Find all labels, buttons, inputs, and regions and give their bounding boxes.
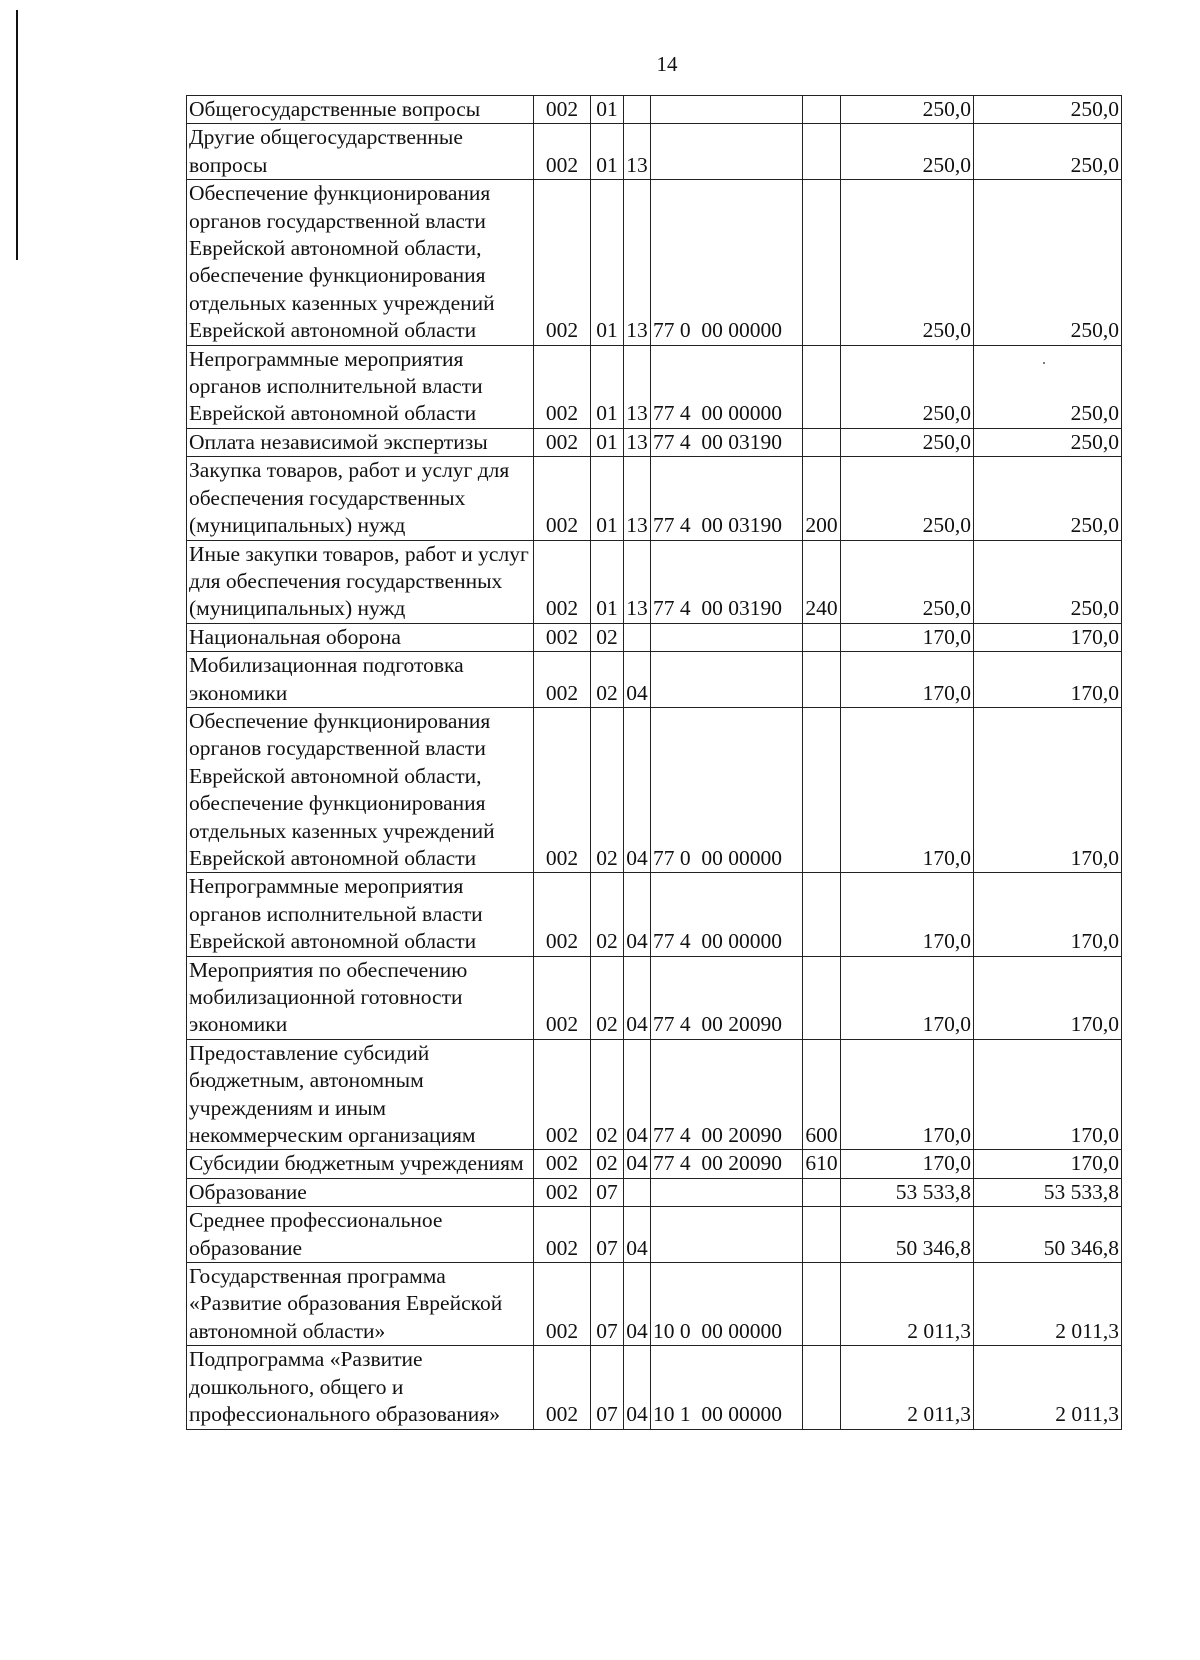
row-section-code: 07: [591, 1207, 624, 1263]
row-sum-year2: 250,0: [974, 457, 1122, 540]
row-expense-type: 200: [803, 457, 841, 540]
row-gov-code: 002: [534, 1178, 591, 1206]
table-row: [187, 1207, 1122, 1263]
row-subsection-code: [624, 1178, 651, 1206]
row-target-article: [651, 652, 803, 708]
row-name: Национальная оборона: [187, 623, 534, 651]
row-gov-code: 002: [534, 956, 591, 1039]
row-name: Мобилизационная подготовка экономики: [187, 652, 534, 708]
row-target-article: [651, 96, 803, 124]
row-target-article: 77 4 00 03190: [651, 457, 803, 540]
row-sum-year1: 250,0: [841, 428, 974, 456]
row-section-code: 02: [591, 956, 624, 1039]
row-expense-type: 600: [803, 1039, 841, 1150]
row-section-code: 02: [591, 623, 624, 651]
row-target-article: 77 0 00 00000: [651, 180, 803, 345]
row-subsection-code: [624, 623, 651, 651]
row-gov-code: 002: [534, 345, 591, 428]
row-sum-year2: 170,0: [974, 1150, 1122, 1178]
row-sum-year1: 170,0: [841, 623, 974, 651]
row-subsection-code: 13: [624, 428, 651, 456]
row-sum-year1: 250,0: [841, 457, 974, 540]
row-section-code: 02: [591, 1150, 624, 1178]
row-subsection-code: 13: [624, 457, 651, 540]
row-section-code: 02: [591, 1039, 624, 1150]
row-subsection-code: 13: [624, 124, 651, 180]
row-section-code: 01: [591, 96, 624, 124]
row-sum-year1: 2 011,3: [841, 1346, 974, 1429]
row-target-article: [651, 1178, 803, 1206]
table-row: [187, 1263, 1122, 1346]
table-row: [187, 428, 1122, 456]
row-gov-code: 002: [534, 1039, 591, 1150]
row-target-article: 77 4 00 20090: [651, 956, 803, 1039]
row-gov-code: 002: [534, 1150, 591, 1178]
row-sum-year1: 53 533,8: [841, 1178, 974, 1206]
table-row: [187, 1178, 1122, 1206]
row-gov-code: 002: [534, 457, 591, 540]
table-row: [187, 1346, 1122, 1429]
row-gov-code: 002: [534, 1346, 591, 1429]
row-gov-code: 002: [534, 1263, 591, 1346]
table-row: [187, 96, 1122, 124]
row-subsection-code: 04: [624, 707, 651, 872]
row-sum-year1: 170,0: [841, 1039, 974, 1150]
row-sum-year2: 250,0: [974, 428, 1122, 456]
row-expense-type: [803, 345, 841, 428]
row-target-article: 77 4 00 20090: [651, 1039, 803, 1150]
row-sum-year2: 2 011,3: [974, 1263, 1122, 1346]
row-section-code: 02: [591, 707, 624, 872]
table-row: [187, 180, 1122, 345]
row-gov-code: 002: [534, 623, 591, 651]
row-name: Закупка товаров, работ и услуг для обеспечения государственных (муниципальных) нужд: [187, 457, 534, 540]
row-sum-year2: 170,0: [974, 652, 1122, 708]
row-target-article: [651, 623, 803, 651]
row-sum-year1: 170,0: [841, 707, 974, 872]
row-sum-year2: 53 533,8: [974, 1178, 1122, 1206]
row-expense-type: 610: [803, 1150, 841, 1178]
row-subsection-code: 04: [624, 1346, 651, 1429]
row-subsection-code: 04: [624, 1150, 651, 1178]
row-section-code: 01: [591, 457, 624, 540]
row-subsection-code: 04: [624, 873, 651, 956]
row-sum-year1: 2 011,3: [841, 1263, 974, 1346]
row-sum-year1: 170,0: [841, 873, 974, 956]
row-subsection-code: 04: [624, 1207, 651, 1263]
row-name: Оплата независимой экспертизы: [187, 428, 534, 456]
row-sum-year2: 250,0: [974, 345, 1122, 428]
row-expense-type: [803, 1346, 841, 1429]
row-expense-type: [803, 956, 841, 1039]
row-name: Непрограммные мероприятия органов исполнительной власти Еврейской автономной области: [187, 345, 534, 428]
row-subsection-code: 04: [624, 1039, 651, 1150]
row-sum-year2: 250,0: [974, 180, 1122, 345]
row-target-article: 10 0 00 00000: [651, 1263, 803, 1346]
row-section-code: 02: [591, 873, 624, 956]
row-target-article: 10 1 00 00000: [651, 1346, 803, 1429]
row-target-article: 77 4 00 20090: [651, 1150, 803, 1178]
row-expense-type: [803, 1207, 841, 1263]
row-subsection-code: 13: [624, 180, 651, 345]
row-section-code: 07: [591, 1346, 624, 1429]
row-sum-year1: 50 346,8: [841, 1207, 974, 1263]
row-gov-code: 002: [534, 540, 591, 623]
row-name: Общегосударственные вопросы: [187, 96, 534, 124]
row-sum-year2: 250,0: [974, 96, 1122, 124]
row-section-code: 02: [591, 652, 624, 708]
row-expense-type: [803, 652, 841, 708]
row-expense-type: [803, 1263, 841, 1346]
row-target-article: [651, 124, 803, 180]
table-row: [187, 345, 1122, 428]
row-section-code: 01: [591, 345, 624, 428]
table-row: [187, 873, 1122, 956]
table-row: [187, 457, 1122, 540]
row-name: Непрограммные мероприятия органов исполнительной власти Еврейской автономной области: [187, 873, 534, 956]
row-gov-code: 002: [534, 428, 591, 456]
row-subsection-code: 13: [624, 345, 651, 428]
row-target-article: 77 4 00 03190: [651, 428, 803, 456]
table-row: [187, 1150, 1122, 1178]
row-sum-year1: 170,0: [841, 1150, 974, 1178]
row-sum-year2: 170,0: [974, 873, 1122, 956]
row-expense-type: [803, 623, 841, 651]
row-gov-code: 002: [534, 124, 591, 180]
row-sum-year2: 170,0: [974, 707, 1122, 872]
row-sum-year2: 2 011,3: [974, 1346, 1122, 1429]
row-gov-code: 002: [534, 1207, 591, 1263]
row-subsection-code: [624, 96, 651, 124]
row-sum-year1: 250,0: [841, 124, 974, 180]
row-section-code: 01: [591, 428, 624, 456]
row-name: Иные закупки товаров, работ и услуг для обеспечения государственных (муниципальных) нужд: [187, 540, 534, 623]
row-expense-type: [803, 180, 841, 345]
table-row: [187, 1039, 1122, 1150]
row-name: Обеспечение функционирования органов государственной власти Еврейской автономной области, обеспечение функционирования отдельных казенных учреждений Еврейской автономной области: [187, 180, 534, 345]
row-gov-code: 002: [534, 96, 591, 124]
row-section-code: 07: [591, 1178, 624, 1206]
row-target-article: 77 4 00 00000: [651, 345, 803, 428]
row-expense-type: [803, 707, 841, 872]
row-sum-year1: 170,0: [841, 652, 974, 708]
row-target-article: [651, 1207, 803, 1263]
row-sum-year1: 250,0: [841, 180, 974, 345]
row-sum-year1: 250,0: [841, 96, 974, 124]
row-expense-type: 240: [803, 540, 841, 623]
margin-mark: [16, 10, 18, 260]
row-expense-type: [803, 1178, 841, 1206]
row-name: Субсидии бюджетным учреждениям: [187, 1150, 534, 1178]
row-section-code: 01: [591, 180, 624, 345]
row-sum-year1: 170,0: [841, 956, 974, 1039]
row-subsection-code: 04: [624, 1263, 651, 1346]
row-name: Среднее профессиональное образование: [187, 1207, 534, 1263]
row-target-article: 77 4 00 03190: [651, 540, 803, 623]
row-gov-code: 002: [534, 652, 591, 708]
row-sum-year2: 50 346,8: [974, 1207, 1122, 1263]
row-name: Образование: [187, 1178, 534, 1206]
table-row: [187, 707, 1122, 872]
row-sum-year2: 170,0: [974, 956, 1122, 1039]
row-subsection-code: 04: [624, 956, 651, 1039]
page-number: 14: [656, 52, 678, 76]
row-sum-year1: 250,0: [841, 540, 974, 623]
budget-table: [186, 95, 1122, 1430]
row-name: Обеспечение функционирования органов государственной власти Еврейской автономной области, обеспечение функционирования отдельных казенных учреждений Еврейской автономной области: [187, 707, 534, 872]
row-expense-type: [803, 873, 841, 956]
row-sum-year2: 170,0: [974, 1039, 1122, 1150]
row-section-code: 01: [591, 124, 624, 180]
row-target-article: 77 4 00 00000: [651, 873, 803, 956]
row-gov-code: 002: [534, 707, 591, 872]
row-section-code: 01: [591, 540, 624, 623]
table-row: [187, 652, 1122, 708]
row-name: Государственная программа «Развитие образования Еврейской автономной области»: [187, 1263, 534, 1346]
table-row: [187, 956, 1122, 1039]
row-name: Подпрограмма «Развитие дошкольного, общего и профессионального образования»: [187, 1346, 534, 1429]
row-expense-type: [803, 124, 841, 180]
row-subsection-code: 04: [624, 652, 651, 708]
row-sum-year2: 170,0: [974, 623, 1122, 651]
row-name: Предоставление субсидий бюджетным, автономным учреждениям и иным некоммерческим организациям: [187, 1039, 534, 1150]
row-subsection-code: 13: [624, 540, 651, 623]
row-gov-code: 002: [534, 873, 591, 956]
row-sum-year2: 250,0: [974, 540, 1122, 623]
row-name: Мероприятия по обеспечению мобилизационной готовности экономики: [187, 956, 534, 1039]
row-sum-year1: 250,0: [841, 345, 974, 428]
row-section-code: 07: [591, 1263, 624, 1346]
table-row: [187, 540, 1122, 623]
row-gov-code: 002: [534, 180, 591, 345]
table-row: [187, 124, 1122, 180]
row-sum-year2: 250,0: [974, 124, 1122, 180]
row-expense-type: [803, 428, 841, 456]
row-name: Другие общегосударственные вопросы: [187, 124, 534, 180]
table-row: [187, 623, 1122, 651]
row-target-article: 77 0 00 00000: [651, 707, 803, 872]
row-expense-type: [803, 96, 841, 124]
